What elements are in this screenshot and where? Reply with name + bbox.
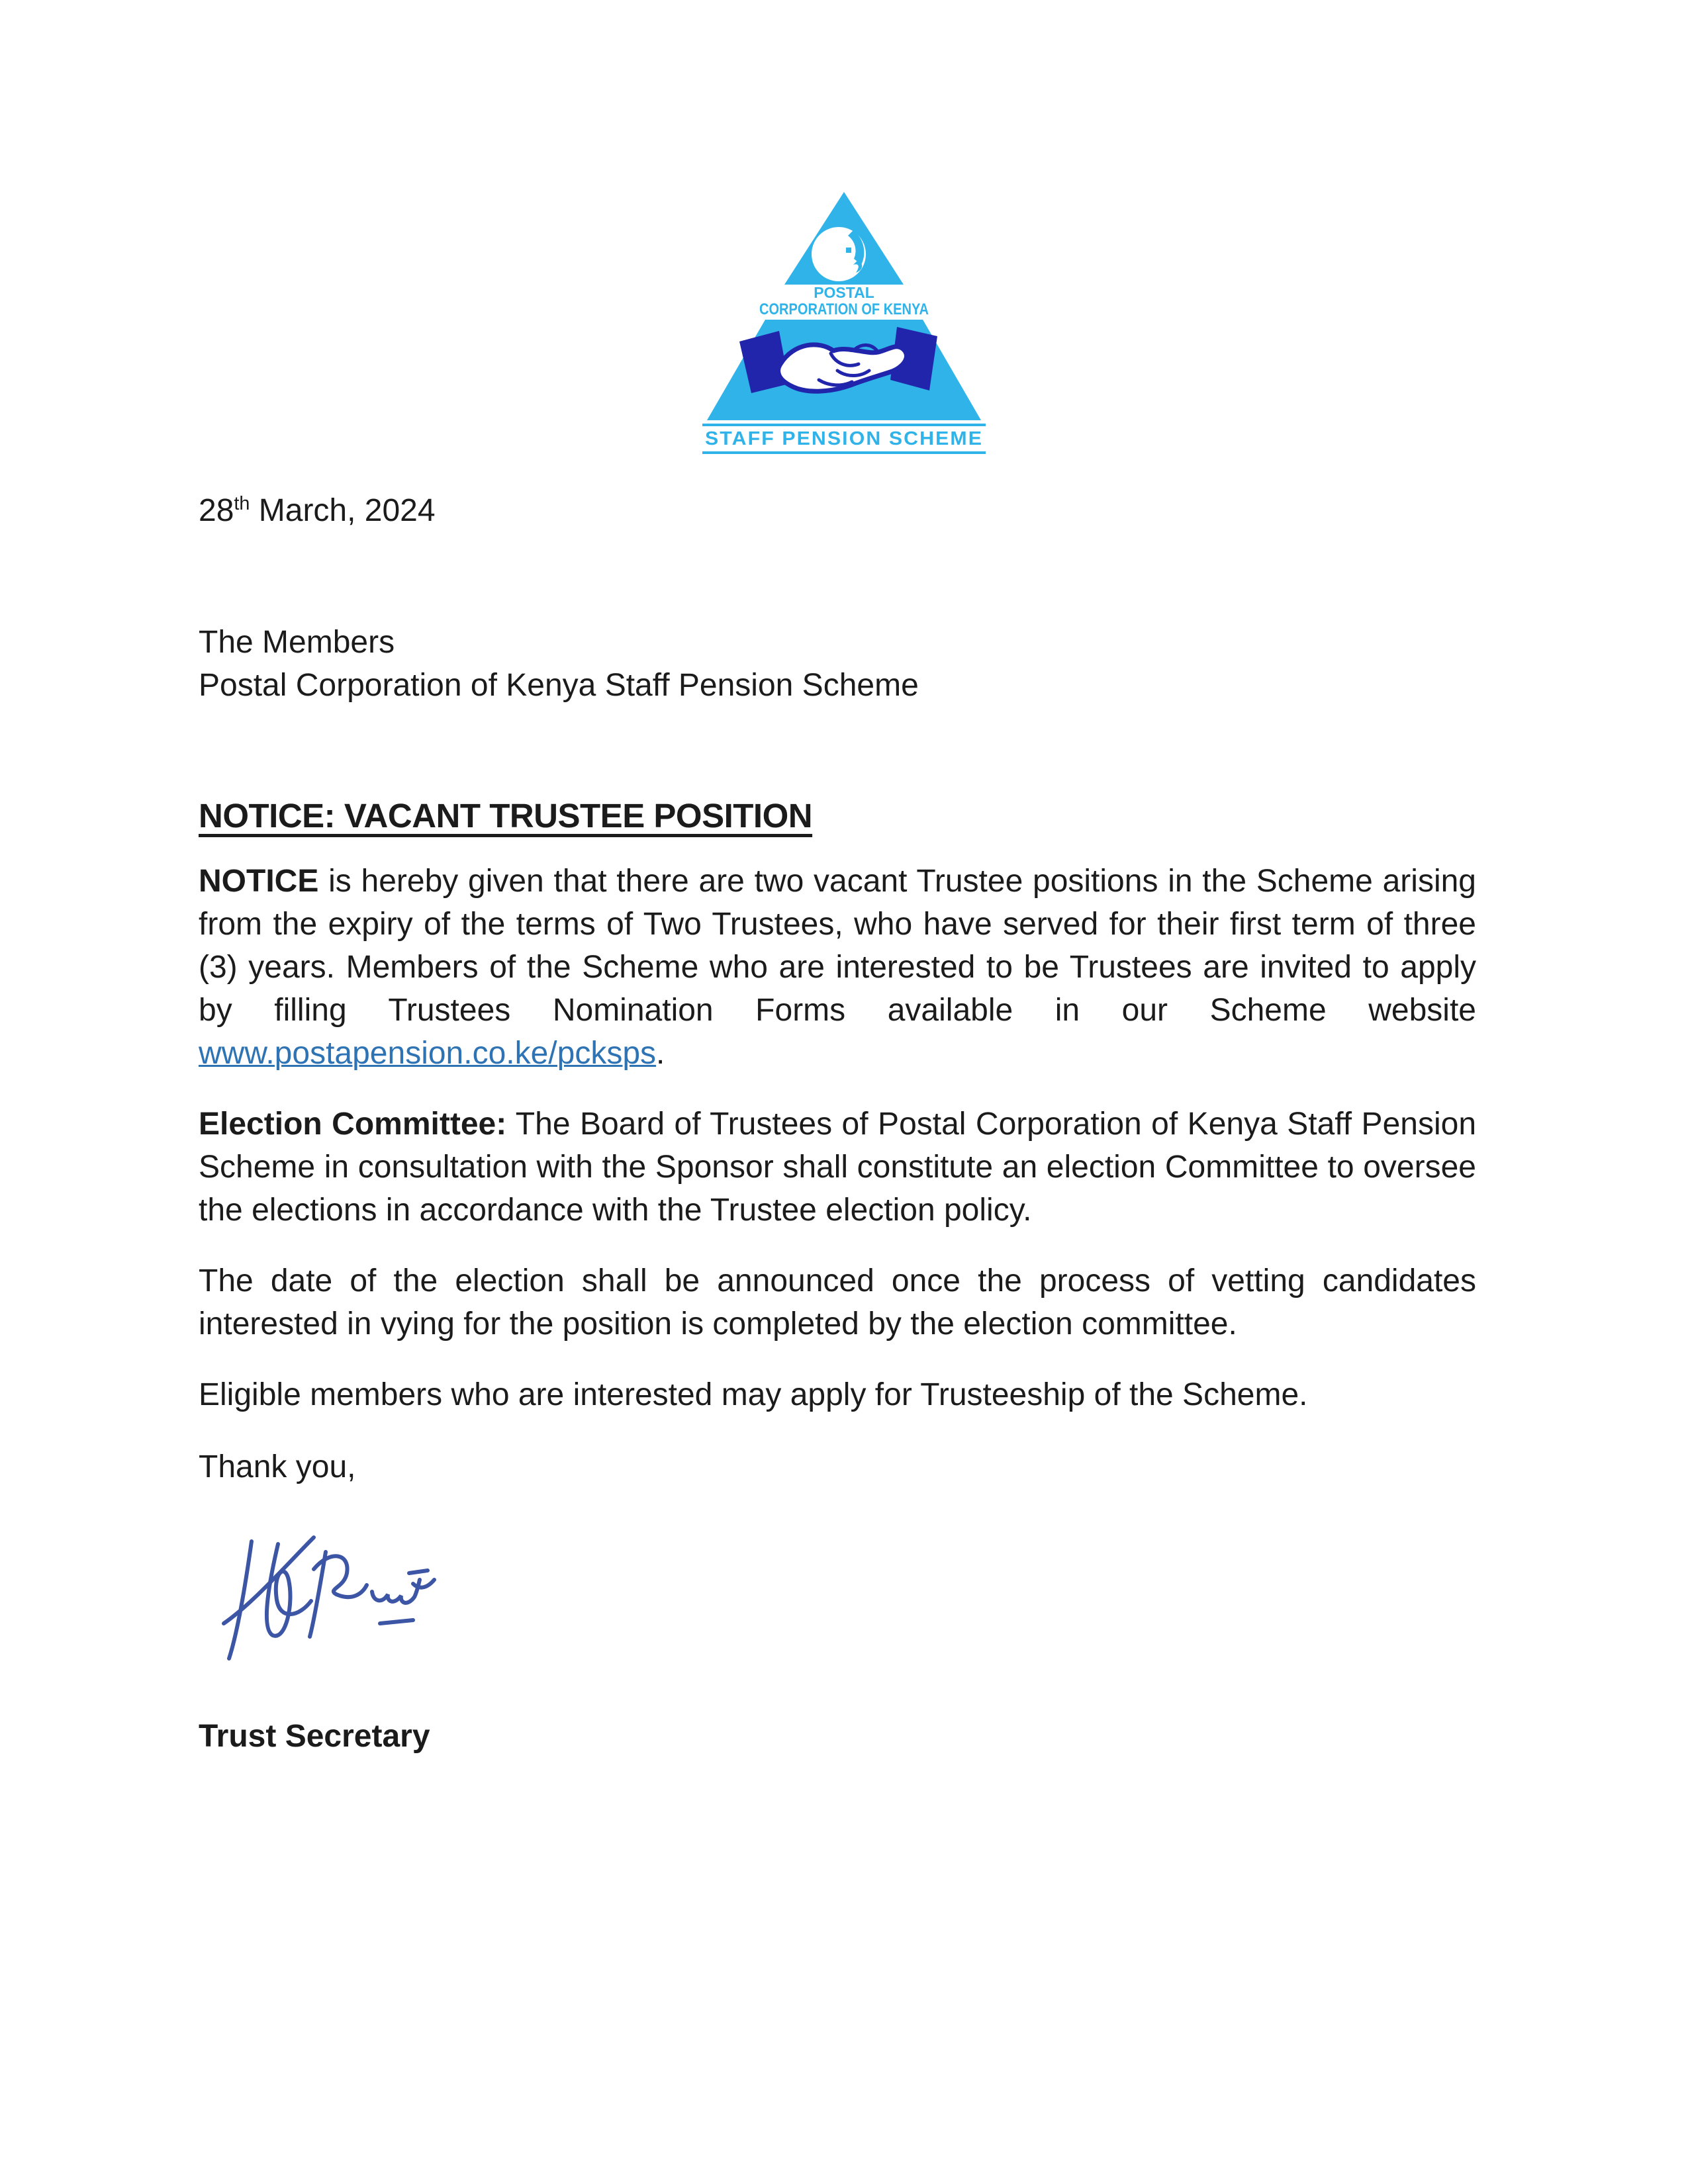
logo-org-line2: CORPORATION OF KENYA xyxy=(759,300,929,318)
notice-bold: NOTICE xyxy=(199,864,319,899)
election-committee-text: The Board of Trustees of Postal Corporation of Kenya Staff Pension Scheme in consultation with the Sponsor shall constitute an election Committee to oversee the elections in accordance with the Trustee election policy. xyxy=(199,1107,1477,1228)
subject-heading: NOTICE: VACANT TRUSTEE POSITION xyxy=(199,797,813,835)
logo-org-name xyxy=(759,284,929,318)
date-rest: March, 2024 xyxy=(250,493,436,528)
paragraph-election-committee xyxy=(199,1103,1476,1232)
recipient-block xyxy=(199,621,1476,707)
signoff-title: Trust Secretary xyxy=(199,1719,430,1754)
closing-line: Thank you, xyxy=(199,1449,356,1484)
logo-org-line1: POSTAL xyxy=(814,284,874,301)
recipient-line-1: The Members xyxy=(199,625,395,660)
signature-icon xyxy=(213,1523,498,1665)
notice-period: . xyxy=(656,1036,665,1071)
paragraph-election-date: The date of the election shall be announced once the process of vetting candidates interested in vying for the position is completed by the election committee. xyxy=(199,1263,1476,1342)
notice-text: is hereby given that there are two vacant Trustee positions in the Scheme arising from the expiry of the terms of Two Trustees, who have served for their first term of three (3) years. Members of the Scheme who are interested to be Trustees are invited to apply by filling Trustees Nomination Forms available in our Scheme website xyxy=(199,864,1476,1028)
scheme-website-link[interactable]: www.postapension.co.ke/pcksps xyxy=(199,1036,657,1071)
pck-sps-logo xyxy=(701,0,987,460)
paragraph-notice xyxy=(199,860,1476,1075)
pck-logo-graphic xyxy=(701,191,987,457)
letter-content xyxy=(199,489,1476,1758)
eagle-icon xyxy=(812,227,866,281)
election-committee-bold: Election Committee: xyxy=(199,1107,507,1142)
paragraph-eligible-members: Eligible members who are interested may apply for Trusteeship of the Scheme. xyxy=(199,1377,1308,1412)
letter-date xyxy=(199,489,1476,532)
date-ordinal: th xyxy=(234,493,250,514)
date-day: 28 xyxy=(199,493,234,528)
signature xyxy=(213,1523,1476,1676)
logo-banner-text: STAFF PENSION SCHEME xyxy=(705,428,983,449)
logo-banner xyxy=(702,424,986,454)
recipient-line-2: Postal Corporation of Kenya Staff Pension Scheme xyxy=(199,668,919,703)
